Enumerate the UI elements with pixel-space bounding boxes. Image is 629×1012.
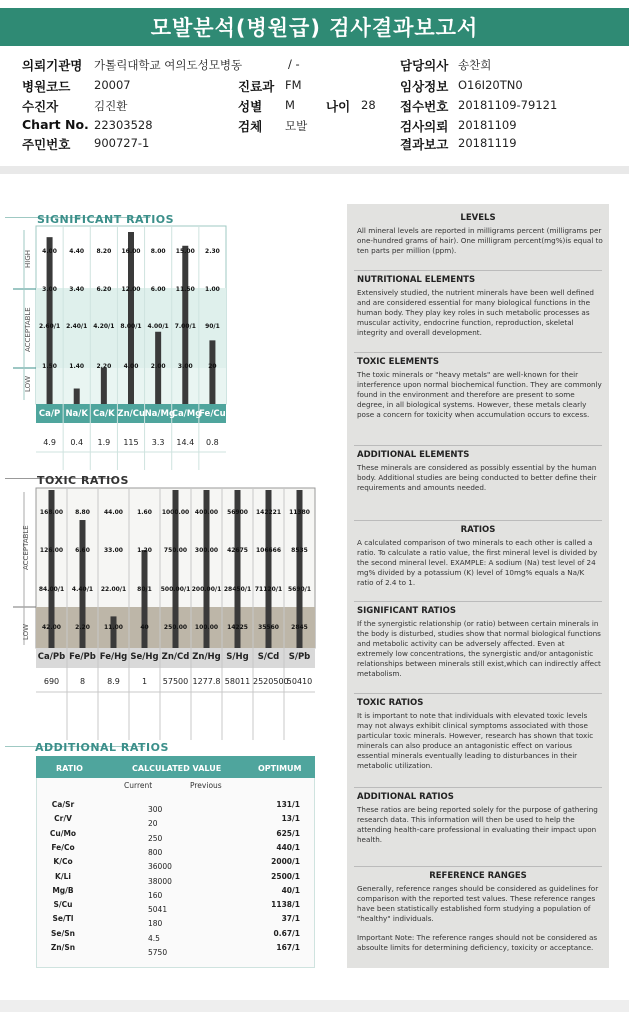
toxic-tick-label: 250.00 [163, 624, 188, 631]
toxic-tick-label: 44.00 [104, 509, 123, 516]
toxic-value: 8 [79, 677, 86, 686]
toxic-tick-label: 40 [140, 624, 149, 631]
sig-tick-label: 4.20/1 [93, 323, 115, 330]
toxic-tick-label: 500.00/1 [160, 586, 191, 593]
toxic-tick-label: 2.20 [75, 624, 90, 631]
add-optimum-value: 0.67/1 [273, 928, 300, 938]
note-body: Generally, reference ranges should be considered as guidelines for comparison with the reported test values. These reference ranges have been statistically established form studying a population of "healthy" individuals. [357, 884, 599, 923]
add-current-value: 38000 [148, 876, 172, 886]
sig-value: 14.4 [176, 438, 195, 447]
sig-value: 0.4 [70, 438, 84, 447]
toxic-ratio-label: S/Pb [288, 652, 311, 662]
toxic-tick-label: 200.00/1 [191, 586, 222, 593]
sig-tick-label: 4.00/1 [147, 323, 169, 330]
note-divider [354, 866, 602, 867]
toxic-tick-label: 750.00 [163, 547, 188, 554]
toxic-bar-fe-hg [111, 616, 117, 648]
note-body: All mineral levels are reported in milligrams percent (milligrams per one-hundred grams of hair). One milligram percent(mg%)is equal to ten parts per million (ppm). [357, 226, 603, 255]
sig-tick-label: 15.00 [175, 248, 195, 255]
toxic-tick-label: 6.60 [75, 547, 90, 554]
label-clinical-info: 임상정보 [400, 79, 449, 94]
add-current-value: 5041 [148, 905, 168, 915]
sig-tick-label: 2.00 [150, 363, 166, 370]
toxic-value: 1277.8 [192, 677, 221, 686]
add-optimum-value: 131/1 [276, 800, 300, 809]
label-sex: 성별 [238, 99, 263, 114]
sig-tick-label: 6.20 [96, 286, 112, 293]
toxic-value: 1 [141, 677, 148, 686]
value-hospital-code: 20007 [94, 78, 131, 92]
report-title: 모발분석(병원급) 검사결과보고서 [0, 8, 629, 46]
note-title: REFERENCE RANGES [429, 871, 527, 881]
add-ratio-name: Zn/Sn [50, 943, 76, 952]
add-ratio-name: Se/Tl [52, 914, 74, 924]
sig-ratio-label: Ca/P [38, 409, 61, 419]
toxic-tick-label: 400.00 [194, 509, 219, 516]
value-chart-no: 22303528 [94, 118, 153, 132]
label-receipt-no: 접수번호 [400, 99, 449, 114]
add-current-value: 300 [148, 805, 163, 814]
toxic-tick-label: 2845 [291, 624, 308, 631]
value-age: 28 [361, 98, 376, 112]
toxic-tick-label: 4.40/1 [71, 586, 94, 593]
note-title: NUTRITIONAL ELEMENTS [357, 275, 476, 285]
add-ratio-name: Mg/B [52, 885, 74, 895]
toxic-tick-label: 1.60 [137, 509, 152, 516]
label-clinic: 진료과 [238, 79, 275, 94]
toxic-ratio-label: Fe/Hg [99, 652, 128, 662]
label-age: 나이 [326, 99, 351, 114]
add-optimum-value: 167/1 [276, 943, 300, 952]
toxic-value: 57500 [162, 677, 189, 686]
additional-ratios-title: ADDITIONAL RATIOS [35, 741, 169, 754]
note-divider [354, 270, 602, 271]
add-optimum-value: 625/1 [276, 828, 300, 838]
sig-tick-label: 4.00 [123, 363, 139, 370]
toxic-tick-label: 14225 [227, 624, 248, 631]
toxic-tick-label: 35560 [258, 624, 279, 631]
sig-value: 3.3 [151, 438, 165, 447]
sig-ratio-label: Fe/Cu [199, 409, 226, 419]
value-result-report: 20181119 [458, 136, 517, 150]
toxic-value: 50410 [286, 677, 313, 686]
note-title: TOXIC RATIOS [357, 698, 424, 708]
sig-tick-label: 1.40 [69, 363, 85, 370]
add-optimum-value: 440/1 [276, 842, 300, 852]
toxic-tick-label: 126.00 [39, 547, 64, 554]
add-current-value: 5750 [148, 948, 168, 957]
sig-ratio-label: Zn/Cu [117, 409, 146, 419]
note-body: These ratios are being reported solely for the purpose of gathering research data. This information will then be used to help the attending health-care professional in evaluating their impact upon health. [357, 805, 598, 844]
label-requesting-org: 의뢰기관명 [22, 58, 83, 73]
note-body: A calculated comparison of two minerals to each other is called a ratio. To calculate a ratio value, the first mineral level is divided by the second mineral level. EXAMPLE: A sodium (Na) test level of 24 mg% divided by a potassium (K) level of 10mg% equals a Na/K ratio of 2.4 to 1. [357, 538, 598, 587]
sig-tick-label: 2.40/1 [66, 323, 88, 330]
add-ratio-name: Se/Sn [51, 928, 75, 938]
toxic-value: 690 [43, 677, 60, 686]
toxic-ratio-label: Zn/Cd [161, 652, 190, 662]
sig-tick-label: 20 [208, 363, 217, 370]
sig-tick-label: 2.60/1 [38, 323, 61, 330]
note-body: Extensively studied, the nutrient minerals have been well defined and are considered essential for many biological functions in the human body. They play key roles in such metabolic processes as muscular activity, endocrine function, reproduction, skeletal integrity and overall development. [357, 288, 594, 337]
add-ratio-name: Cu/Mo [49, 828, 77, 838]
sig-tick-label: 12.00 [121, 286, 141, 293]
sig-ratio-label: Na/Mg [144, 409, 176, 419]
sig-tick-label: 4.00 [42, 248, 57, 255]
toxic-ratio-label: Se/Hg [130, 652, 159, 662]
note-title: TOXIC ELEMENTS [357, 357, 439, 367]
note-divider [354, 520, 602, 521]
sig-tick-label: 8.20 [96, 248, 112, 255]
note-body: It is important to note that individuals with elevated toxic levels may not always exhibit clinical symptoms associated with those particular toxic minerals. However, research has shown that toxic minerals can also produce an antagonistic effect on various essential minerals eventually leading to disturbances in their metabolic utilization. [357, 711, 594, 770]
add-current-value: 250 [148, 833, 163, 843]
note-body: These minerals are considered as possibly essential by the human body. Additional studies are being conducted to better define their requirements and amounts needed. [357, 463, 597, 492]
label-patient: 수진자 [22, 99, 59, 114]
toxic-tick-label: 22.00/1 [100, 586, 127, 593]
sig-tick-label: 4.40 [69, 248, 85, 255]
note-body: If the synergistic relationship (or ratio) between certain minerals in the body is disturbed, studies show that normal biological functions and metabolic activity can be adversely affected. Even at extremely low concentrations, the synergistic and/or antagonistic relationships between minerals still exist,which can indirectly affect metabolism. [357, 619, 601, 678]
label-test-request: 검사의뢰 [400, 119, 449, 134]
sig-tick-label: 1.00 [205, 286, 220, 293]
sig-value: 0.8 [206, 438, 219, 447]
note-title: LEVELS [460, 213, 496, 223]
toxic-tick-label: 71120/1 [254, 586, 283, 593]
toxic-tick-label: 106666 [255, 547, 282, 554]
value-test-request: 20181109 [458, 118, 517, 132]
toxic-bar-se-hg [142, 550, 148, 648]
add-header-calc: CALCULATED VALUE [132, 764, 222, 773]
add-optimum-value: 40/1 [281, 885, 300, 895]
sig-value: 4.9 [43, 438, 56, 447]
toxic-tick-label: 42675 [227, 547, 248, 554]
note-title: ADDITIONAL ELEMENTS [357, 450, 470, 460]
add-ratio-name: Ca/Sr [51, 800, 75, 809]
sig-tick-label: 1.50 [42, 363, 57, 370]
toxic-axis-acceptable: ACCEPTABLE [22, 525, 30, 570]
sig-tick-label: 2.30 [205, 248, 220, 255]
label-specimen: 검체 [238, 119, 263, 134]
add-current-value: 180 [148, 919, 163, 929]
sig-tick-label: 3.40 [69, 286, 85, 293]
toxic-tick-label: 1000.00 [161, 509, 190, 516]
note-divider [354, 445, 602, 446]
sig-tick-label: 6.00 [150, 286, 166, 293]
toxic-tick-label: 80/1 [137, 586, 152, 593]
sig-tick-label: 8.00 [150, 248, 166, 255]
add-ratio-name: Fe/Co [51, 842, 75, 852]
toxic-ratio-label: Zn/Hg [192, 652, 221, 662]
add-header-optimum: OPTIMUM [258, 764, 302, 773]
sig-tick-label: 16.00 [121, 248, 141, 255]
sig-tick-label: 2.20 [96, 363, 112, 370]
label-chart-no: Chart No. [22, 117, 89, 132]
toxic-ratio-label: S/Cd [257, 652, 280, 662]
add-current-value: 800 [148, 847, 163, 857]
value-clinical-info: O16I20TN0 [458, 78, 523, 92]
sig-ratio-label: Na/K [65, 409, 88, 419]
toxic-tick-label: 11.00 [104, 624, 123, 631]
toxic-value: 58011 [224, 677, 251, 686]
note-divider [354, 787, 602, 788]
add-optimum-value: 2500/1 [271, 871, 300, 881]
value-department-code: / - [288, 57, 300, 71]
sig-tick-label: 7.00/1 [174, 323, 196, 330]
toxic-tick-label: 8535 [291, 547, 308, 554]
add-ratio-name: K/Li [55, 871, 71, 881]
sig-tick-label: 8.00/1 [120, 323, 142, 330]
sig-value: 115 [123, 438, 139, 447]
toxic-value: 8.9 [107, 677, 120, 686]
add-optimum-value: 37/1 [281, 914, 300, 924]
toxic-axis-low: LOW [22, 623, 30, 640]
value-sex: M [285, 98, 295, 112]
note-body: Important Note: The reference ranges should not be considered as absoulte limits for determining deficiency, toxicity or acceptance. [357, 933, 598, 952]
toxic-ratio-label: Ca/Pb [37, 652, 66, 662]
significant-ratios-title: SIGNIFICANT RATIOS [37, 213, 175, 226]
value-requesting-org: 가톨릭대학교 여의도성모병동 [94, 58, 243, 72]
toxic-tick-label: 300.00 [194, 547, 219, 554]
add-optimum-value: 1138/1 [271, 900, 300, 910]
toxic-tick-label: 8.80 [75, 509, 90, 516]
value-specimen: 모발 [285, 119, 308, 133]
sig-tick-label: 3.00 [42, 286, 57, 293]
toxic-tick-label: 84.00/1 [38, 586, 65, 593]
value-clinic: FM [285, 78, 302, 92]
value-resident-no: 900727-1 [94, 136, 150, 150]
sig-axis-low: LOW [24, 375, 32, 392]
add-optimum-value: 2000/1 [271, 857, 300, 867]
note-title: ADDITIONAL RATIOS [357, 792, 454, 802]
toxic-tick-label: 33.00 [104, 547, 123, 554]
sig-ratio-label: Ca/K [93, 409, 115, 419]
add-ratio-name: S/Cu [53, 900, 73, 910]
value-patient: 김진환 [94, 99, 128, 113]
add-subheader-previous: Previous [190, 781, 222, 790]
add-current-value: 4.5 [148, 933, 160, 943]
sig-tick-label: 90/1 [205, 323, 220, 330]
toxic-value: 2520500 [253, 677, 289, 686]
label-result-report: 결과보고 [400, 137, 449, 152]
sig-axis-acceptable: ACCEPTABLE [24, 307, 32, 352]
toxic-tick-label: 28450/1 [223, 586, 252, 593]
add-optimum-value: 13/1 [281, 814, 300, 824]
toxic-tick-label: 5690/1 [287, 586, 312, 593]
value-doctor: 송찬희 [458, 58, 492, 72]
toxic-tick-label: 1.20 [137, 547, 152, 554]
add-header-ratio: RATIO [56, 764, 83, 773]
toxic-ratio-label: Fe/Pb [69, 652, 96, 662]
note-divider [354, 352, 602, 353]
sig-tick-label: 11.50 [175, 286, 195, 293]
value-receipt-no: 20181109-79121 [458, 98, 558, 112]
label-hospital-code: 병원코드 [22, 79, 71, 94]
note-divider [354, 601, 602, 602]
add-current-value: 20 [148, 819, 158, 829]
label-doctor: 담당의사 [400, 58, 449, 73]
toxic-tick-label: 42.00 [42, 624, 61, 631]
note-title: SIGNIFICANT RATIOS [357, 606, 456, 616]
toxic-tick-label: 168.00 [39, 509, 64, 516]
sig-axis-high: HIGH [24, 249, 32, 268]
add-current-value: 36000 [148, 862, 172, 872]
add-ratio-name: K/Co [53, 857, 73, 867]
sig-tick-label: 3.00 [177, 363, 193, 370]
add-current-value: 160 [148, 890, 163, 900]
toxic-tick-label: 56900 [227, 509, 248, 516]
add-subheader-current: Current [124, 781, 153, 790]
sig-value: 1.9 [97, 438, 111, 447]
add-ratio-name: Cr/V [54, 814, 72, 824]
toxic-ratio-label: S/Hg [226, 652, 249, 662]
toxic-ratios-title: TOXIC RATIOS [37, 474, 129, 487]
toxic-tick-label: 11380 [289, 509, 310, 516]
toxic-tick-label: 100.00 [194, 624, 219, 631]
footer-band [0, 1000, 629, 1012]
note-body: The toxic minerals or "heavy metals" are well-known for their interference upon normal biochemical function. They are commonly found in the environment and therefore are present to some degree, in all biological systems. However, these metals clearly pose a concern for toxicity when accumulation occurs to excess. [357, 370, 602, 419]
sig-ratio-label: Ca/Mg [171, 409, 202, 419]
note-divider [354, 693, 602, 694]
toxic-tick-label: 142221 [255, 509, 282, 516]
label-resident-no: 주민번호 [22, 137, 71, 152]
note-title: RATIOS [460, 525, 496, 535]
